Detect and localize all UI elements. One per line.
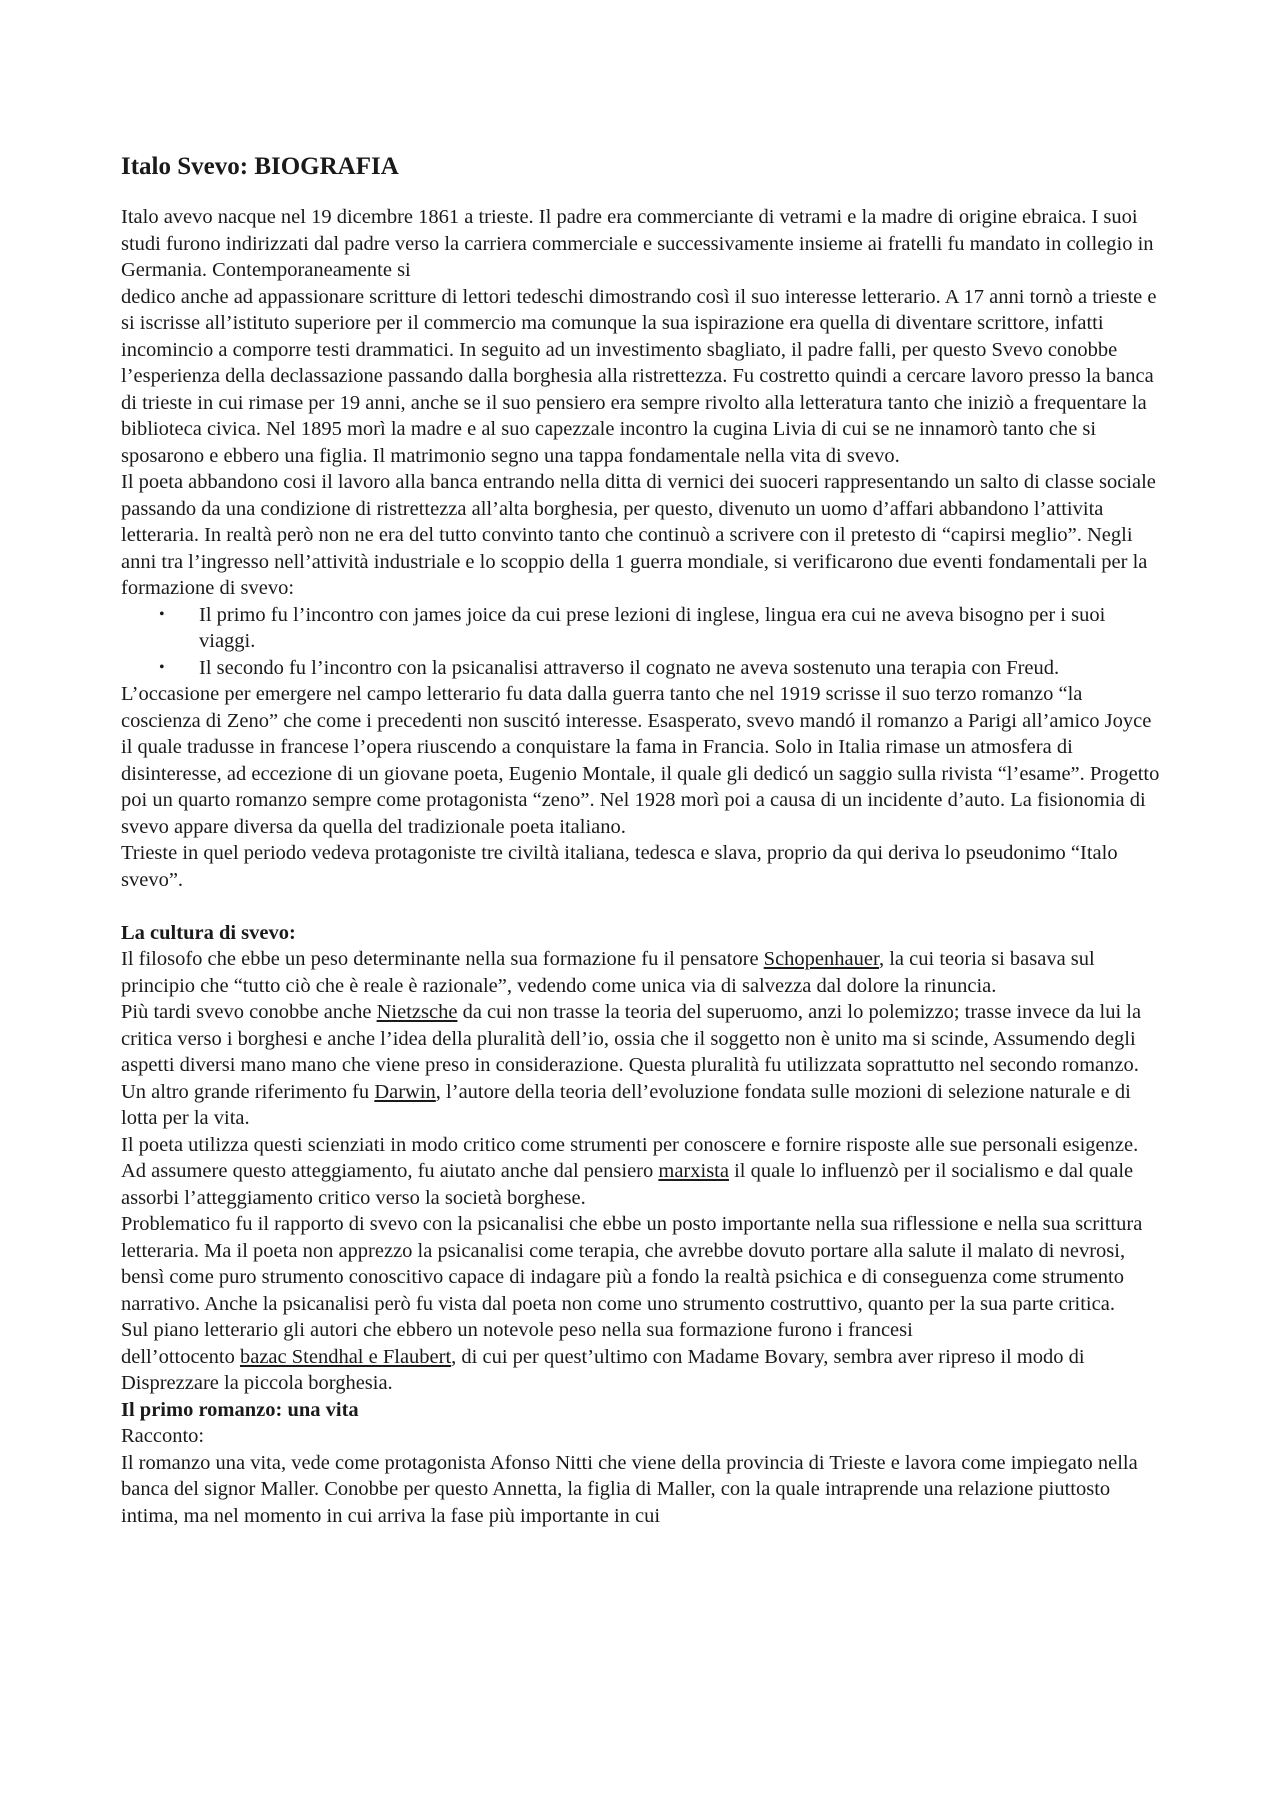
culture-p2-text-before: Più tardi svevo conobbe anche [121, 1001, 377, 1023]
culture-p3-text-after: , l’autore della teoria dell’evoluzione fondata sulle mozioni di selezione naturale e di lotta per la vita. [121, 1080, 1131, 1129]
bio-paragraph-5: Trieste in quel periodo vedeva protagoniste tre civiltà italiana, tedesca e slava, proprio da qui deriva lo pseudonimo “Italo svevo”. [121, 842, 1118, 891]
culture-paragraph-1 [121, 946, 1162, 999]
novel-heading: Il primo romanzo: una vita [121, 1398, 359, 1421]
bio-bullet-item: • Il primo fu l’incontro con james joice da cui prese lezioni di inglese, lingua era cui ne aveva bisogno per i suoi viaggi. [199, 602, 1162, 655]
bio-paragraph-4: L’occasione per emergere nel campo letterario fu data dalla guerra tanto che nel 1919 scrisse il suo terzo romanzo “la coscienza di Zeno” che come i precedenti non suscitó interesse. Esasperato, svevo mandó il romanzo a Parigi all’amico Joyce il quale tradusse in francese l’opera riuscendo a conquistare la fama in Francia. Solo in Italia rimase un atmosfera di disinteresse, ad eccezione di un giovane poeta, Eugenio Montale, il quale gli dedicó un saggio sulla rivista “l’esame”. Progetto poi un quarto romanzo sempre come protagonista “zeno”. Nel 1928 morì poi a causa di un incidente d’auto. La fisionomia di svevo appare diversa da quella del tradizionale poeta italiano. [121, 683, 1160, 838]
culture-paragraph-4 [121, 1132, 1162, 1212]
culture-p4-text-after: il quale lo influenzò per il socialismo e dal quale assorbi l’atteggiamento critico verso la società borghese. [121, 1160, 1134, 1209]
culture-paragraph-6 [121, 1344, 1162, 1397]
bio-paragraph-2: dedico anche ad appassionare scritture di lettori tedeschi dimostrando così il suo interesse letterario. A 17 anni tornò a trieste e si iscrisse all’istituto superiore per il commercio ma comunque la sua ispirazione era quella di diventare scrittore, infatti incomincio a comporre testi drammatici. In seguito ad un investimento sbagliato, il padre falli, per questo Svevo conobbe l’esperienza della declassazione passando dalla borghesia alla ristrettezza. Fu costretto quindi a cercare lavoro presso la banca di trieste in cui rimase per 19 anni, anche se il suo pensiero era sempre rivolto alla letteratura tanto che iniziò a frequentare la biblioteca civica. Nel 1895 morì la madre e al suo capezzale incontro la cugina Livia di cui se ne innamorò tanto che si sposarono e ebbero una figlia. Il matrimonio segno una tappa fondamentale nella vita di svevo. [121, 285, 1157, 467]
culture-p6-text-after: , di cui per quest’ultimo con Madame Bovary, sembra aver ripreso il modo di Disprezzare la piccola borghesia. [121, 1345, 1085, 1394]
culture-paragraph-3 [121, 1079, 1162, 1132]
culture-paragraph-5: Problematico fu il rapporto di svevo con la psicanalisi che ebbe un posto importante nella sua riflessione e nella sua scrittura letteraria. Ma il poeta non apprezzo la psicanalisi come terapia, che avrebbe dovuto portare alla salute il malato di nevrosi, bensì come puro strumento conoscitivo capace di indagare più a fondo la realtà psichica e di conseguenza come strumento narrativo. Anche la psicanalisi però fu vista dal poeta non come uno strumento costruttivo, quanto per la sua parte critica. [121, 1213, 1143, 1315]
culture-heading: La cultura di svevo: [121, 921, 296, 944]
schopenhauer-link[interactable]: Schopenhauer [763, 948, 879, 970]
culture-p1-text-before: Il filosofo che ebbe un peso determinante nella sua formazione fu il pensatore [121, 948, 764, 970]
darwin-link[interactable]: Darwin [374, 1080, 436, 1103]
page-title: Italo Svevo: BIOGRAFIA [121, 153, 399, 180]
bio-paragraph-1: Italo avevo nacque nel 19 dicembre 1861 a trieste. Il padre era commerciante di vetrami e la madre di origine ebraica. I suoi studi furono indirizzati dal padre verso la carriera commerciale e successivamente insieme ai fratelli fu mandato in collegio in Germania. Contemporaneamente si [121, 206, 1154, 281]
bio-bullet-list [121, 602, 1162, 682]
culture-p2-text-after: da cui non trasse la teoria del superuomo, anzi lo polemizzo; trasse invece da lui la critica verso i borghesi e anche l’idea della pluralità dell’io, ossia che il soggetto non è unito ma si scinde, Assumendo degli aspetti diversi mano mano che viene preso in considerazione. Questa pluralità fu utilizzata soprattutto nel secondo romanzo. [121, 1001, 1142, 1076]
culture-p3-text-before: Un altro grande riferimento fu [121, 1080, 375, 1103]
culture-p4-text-before: Il poeta utilizza questi scienziati in modo critico come strumenti per conoscere e fornire risposte alle sue personali esigenze. Ad assumere questo atteggiamento, fu aiutato anche dal pensiero [121, 1133, 1139, 1182]
nietzsche-link[interactable]: Nietzsche [376, 1001, 458, 1023]
novel-paragraph-1: Il romanzo una vita, vede come protagonista Afonso Nitti che viene della provincia di Trieste e lavora come impiegato nella banca del signor Maller. Conobbe per questo Annetta, la figlia di Maller, con la quale intraprende una relazione piuttosto intima, ma nel momento in cui arriva la fase più importante in cui [121, 1451, 1138, 1527]
novel-subheading: Racconto: [121, 1425, 205, 1447]
culture-p1-text-after: , la cui teoria si basava sul principio che “tutto ciò che è reale è razionale”, vedendo come unica via di salvezza dal dolore la rinuncia. [121, 948, 1095, 997]
culture-paragraph-6-line-1: Sul piano letterario gli autori che ebbero un notevole peso nella sua formazione furono i francesi [121, 1319, 913, 1341]
culture-paragraph-2 [121, 999, 1162, 1079]
bio-paragraph-3: Il poeta abbandono cosi il lavoro alla banca entrando nella ditta di vernici dei suoceri rappresentando un salto di classe sociale passando da una condizione di ristrettezza all’alta borghesia, per questo, divenuto un uomo d’affari abbandono l’attivita letteraria. In realtà però non ne era del tutto convinto tanto che continuò a scrivere con il pretesto di “capirsi meglio”. Negli anni tra l’ingresso nell’attività industriale e lo scoppio della 1 guerra mondiale, si verificarono due eventi fondamentali per la formazione di svevo: [121, 471, 1156, 599]
culture-p6-text-before: dell’ottocento [121, 1345, 240, 1368]
section-spacer [121, 893, 1162, 920]
bio-bullet-item: • Il secondo fu l’incontro con la psicanalisi attraverso il cognato ne aveva sostenuto una terapia con Freud. [199, 655, 1162, 682]
marxista-link[interactable]: marxista [658, 1160, 729, 1182]
french-authors-link[interactable]: bazac Stendhal e Flaubert [239, 1345, 452, 1368]
